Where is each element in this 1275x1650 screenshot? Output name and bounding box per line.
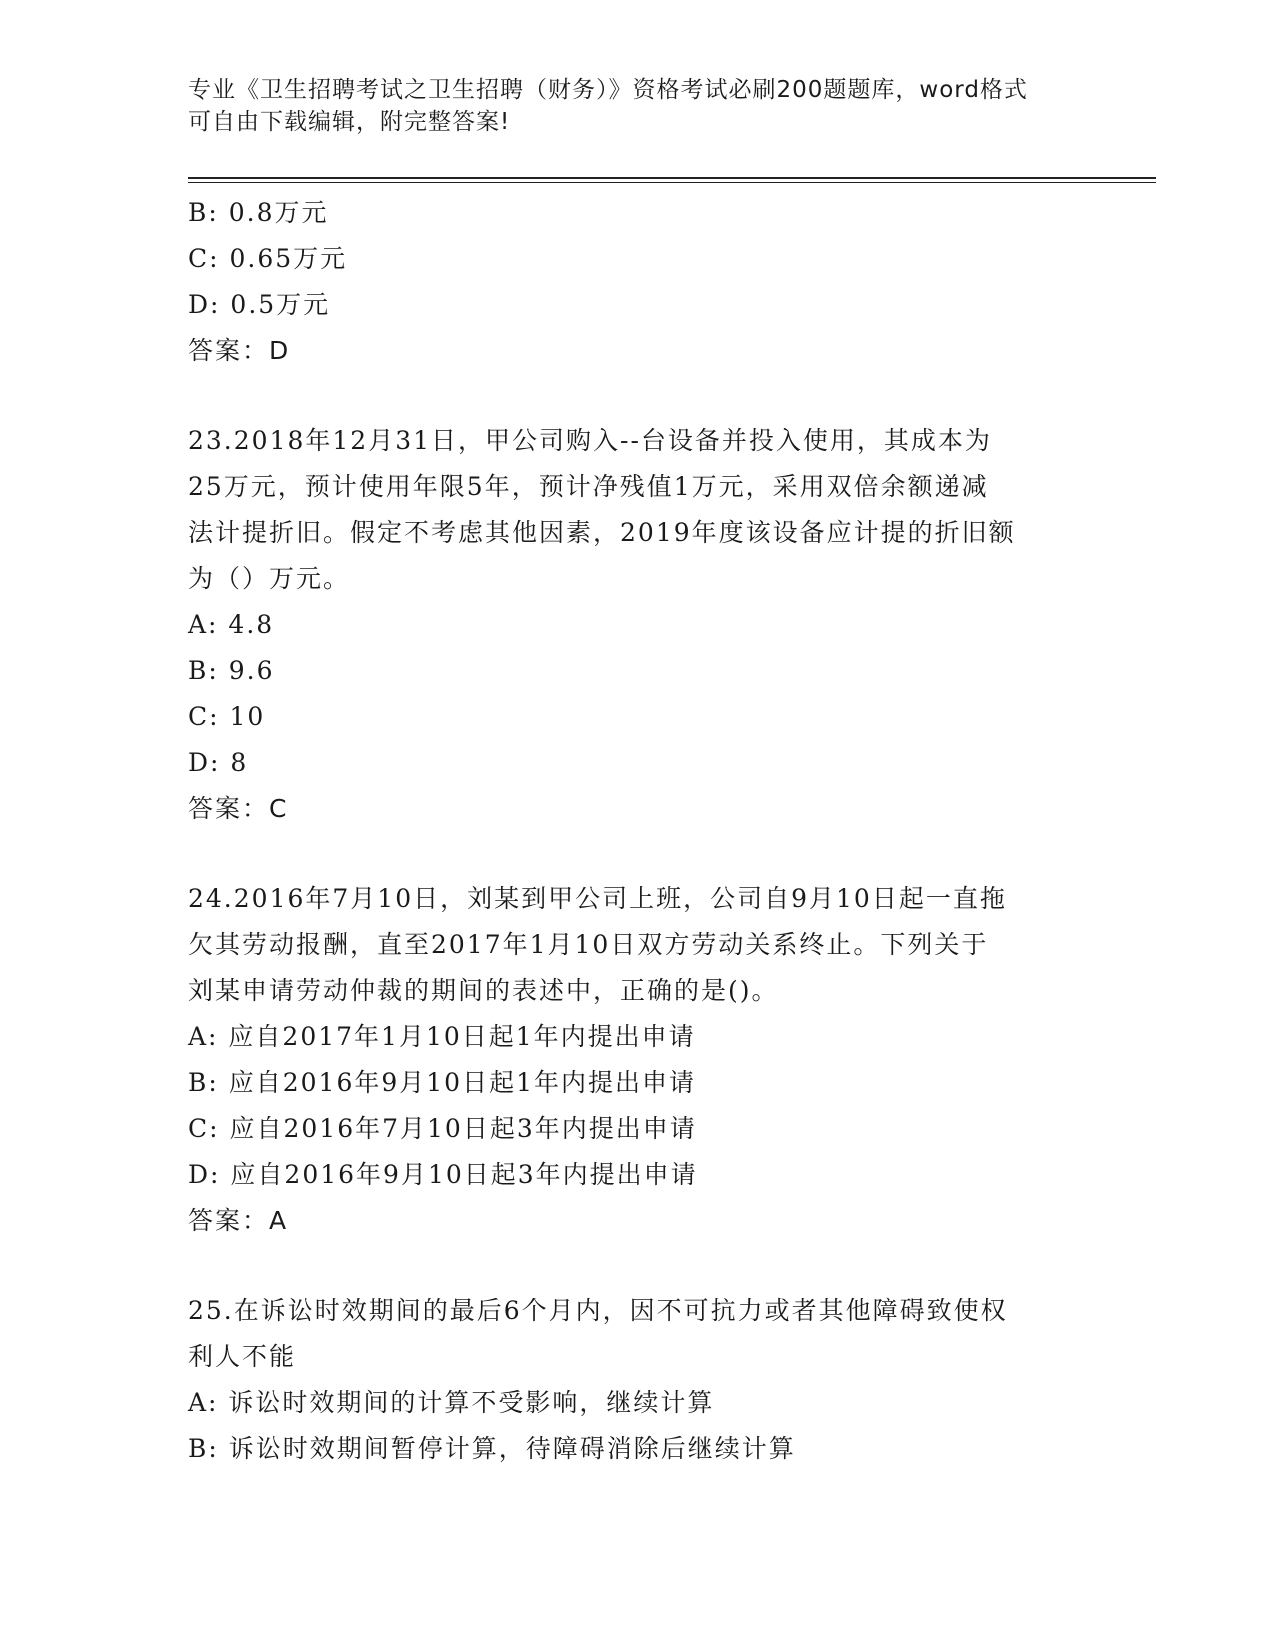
answer-line: 答案：A (188, 1206, 289, 1235)
header-divider-thick (188, 177, 1156, 179)
option-c: C: 0.65万元 (188, 244, 348, 273)
option-b: B: 9.6 (188, 656, 275, 685)
option-b: B: 应自2016年9月10日起1年内提出申请 (188, 1068, 696, 1097)
question-text-line: 24.2016年7月10日，刘某到甲公司上班，公司自9月10日起一直拖 (188, 884, 1007, 913)
option-d: D: 0.5万元 (188, 290, 331, 319)
option-a: A: 应自2017年1月10日起1年内提出申请 (188, 1022, 696, 1051)
answer-line: 答案：C (188, 794, 289, 823)
answer-line: 答案：D (188, 336, 291, 365)
question-content (188, 190, 1088, 1472)
document-header (188, 74, 1088, 138)
header-title-line-1: 专业《卫生招聘考试之卫生招聘（财务）》资格考试必刷200题题库，word格式 (188, 77, 1028, 103)
question-text-line: 23.2018年12月31日，甲公司购入--台设备并投入使用，其成本为 (188, 426, 992, 455)
question-24 (188, 876, 1088, 1244)
question-22-continued (188, 190, 1088, 374)
question-text-line: 25.在诉讼时效期间的最后6个月内，因不可抗力或者其他障碍致使权 (188, 1296, 1008, 1325)
question-text-line: 欠其劳动报酬，直至2017年1月10日双方劳动关系终止。下列关于 (188, 930, 989, 959)
question-text-line: 为（）万元。 (188, 564, 351, 593)
option-c: C: 10 (188, 702, 266, 731)
question-text-line: 25万元，预计使用年限5年，预计净残值1万元，采用双倍余额递减 (188, 472, 989, 501)
option-b: B: 诉讼时效期间暂停计算，待障碍消除后继续计算 (188, 1434, 796, 1463)
option-d: D: 8 (188, 748, 249, 777)
option-a: A: 诉讼时效期间的计算不受影响，继续计算 (188, 1388, 715, 1417)
option-b: B: 0.8万元 (188, 198, 329, 227)
question-text-line: 刘某申请劳动仲裁的期间的表述中，正确的是()。 (188, 976, 779, 1005)
question-25 (188, 1288, 1088, 1472)
option-d: D: 应自2016年9月10日起3年内提出申请 (188, 1160, 698, 1189)
header-title-line-2: 可自由下载编辑，附完整答案! (188, 109, 511, 135)
question-23 (188, 418, 1088, 832)
question-text-line: 利人不能 (188, 1342, 297, 1371)
question-text-line: 法计提折旧。假定不考虑其他因素，2019年度该设备应计提的折旧额 (188, 518, 1016, 547)
header-divider-thin (188, 182, 1156, 183)
option-c: C: 应自2016年7月10日起3年内提出申请 (188, 1114, 697, 1143)
option-a: A: 4.8 (188, 610, 275, 639)
